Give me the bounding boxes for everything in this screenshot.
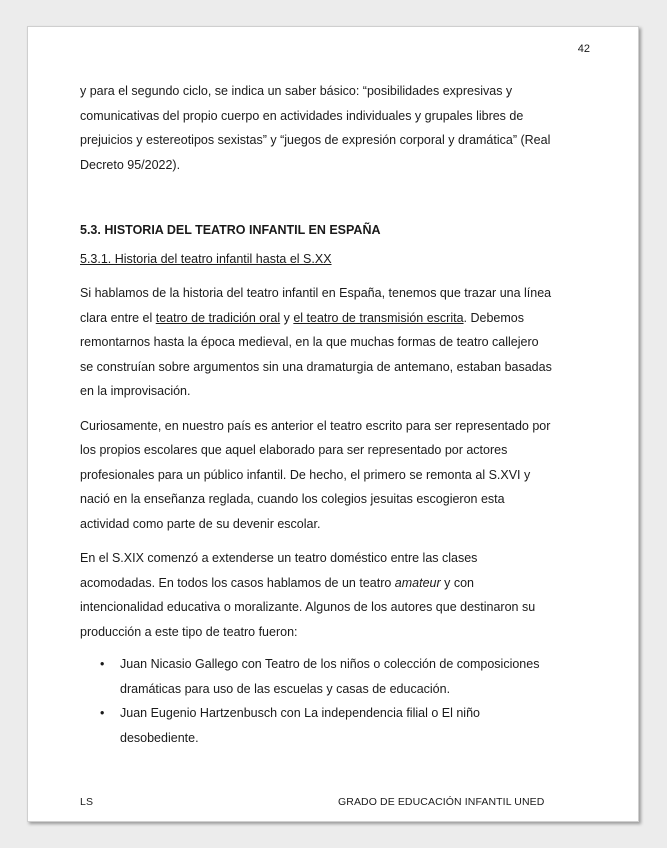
text-line: En el S.XIX comenzó a extenderse un teatro doméstico entre las clases bbox=[80, 551, 478, 565]
text-line: en la improvisación. bbox=[80, 384, 191, 398]
text-line: profesionales para un público infantil. De hecho, el primero se remonta al S.XVI y bbox=[80, 467, 531, 482]
intro-paragraph bbox=[80, 79, 590, 177]
text-fragment: acomodadas. En todos los casos hablamos de un teatro bbox=[80, 575, 395, 590]
text-line: se construían sobre argumentos sin una dramaturgia de antemano, estaban basadas bbox=[80, 359, 552, 374]
text-fragment: y bbox=[280, 310, 294, 325]
text-line: Juan Eugenio Hartzenbusch con La independencia filial o El niño bbox=[120, 706, 480, 720]
history-paragraph-3 bbox=[80, 546, 590, 644]
text-line: Decreto 95/2022). bbox=[80, 157, 181, 172]
history-paragraph-2 bbox=[80, 414, 590, 537]
underlined-term-written: el teatro de transmisión escrita bbox=[293, 310, 464, 325]
text-line: comunicativas del propio cuerpo en actividades individuales y grupales libres de bbox=[80, 108, 524, 123]
page-number: 42 bbox=[577, 43, 590, 55]
footer-left: LS bbox=[80, 796, 94, 808]
text-line: los propios escolares que aquel elaborado para ser representado por actores bbox=[80, 443, 508, 457]
text-line: prejuicios y estereotipos sexistas” y “juegos de expresión corporal y dramática” (Real bbox=[80, 133, 551, 147]
authors-list bbox=[80, 652, 590, 750]
bullet-icon: • bbox=[100, 657, 105, 671]
section-heading: 5.3. HISTORIA DEL TEATRO INFANTIL EN ESPAÑA bbox=[80, 223, 381, 237]
document-page bbox=[27, 26, 639, 822]
subsection-heading: 5.3.1. Historia del teatro infantil hasta el S.XX bbox=[80, 251, 332, 266]
text-line: remontarnos hasta la época medieval, en la que muchas formas de teatro callejero bbox=[80, 335, 539, 349]
list-item bbox=[80, 701, 590, 750]
text-line: dramáticas para uso de las escuelas y casas de educación. bbox=[120, 681, 451, 696]
text-line: nació en la enseñanza reglada, cuando los colegios jesuitas escogieron esta bbox=[80, 492, 505, 506]
text-line: Juan Nicasio Gallego con Teatro de los niños o colección de composiciones bbox=[120, 657, 540, 671]
footer-right: GRADO DE EDUCACIÓN INFANTIL UNED bbox=[338, 796, 545, 808]
text-line: desobediente. bbox=[120, 730, 199, 745]
text-line: producción a este tipo de teatro fueron: bbox=[80, 624, 298, 639]
bullet-icon: • bbox=[100, 706, 105, 720]
text-line: Curiosamente, en nuestro país es anterior el teatro escrito para ser representado por bbox=[80, 418, 551, 433]
text-line: y para el segundo ciclo, se indica un saber básico: “posibilidades expresivas y bbox=[80, 84, 513, 98]
text-line: Si hablamos de la historia del teatro infantil en España, tenemos que trazar una línea bbox=[80, 286, 552, 300]
text-fragment: . Debemos bbox=[463, 310, 524, 325]
underlined-term-oral: teatro de tradición oral bbox=[155, 310, 281, 325]
text-line: actividad como parte de su devenir escolar. bbox=[80, 516, 321, 531]
text-fragment: y con bbox=[440, 575, 474, 590]
history-paragraph-1 bbox=[80, 281, 590, 404]
text-line: intencionalidad educativa o moralizante. Algunos de los autores que destinaron su bbox=[80, 600, 536, 614]
list-item bbox=[80, 652, 590, 701]
italic-term: amateur bbox=[394, 575, 441, 590]
page-body bbox=[80, 79, 590, 750]
text-fragment: clara entre el bbox=[80, 310, 156, 325]
